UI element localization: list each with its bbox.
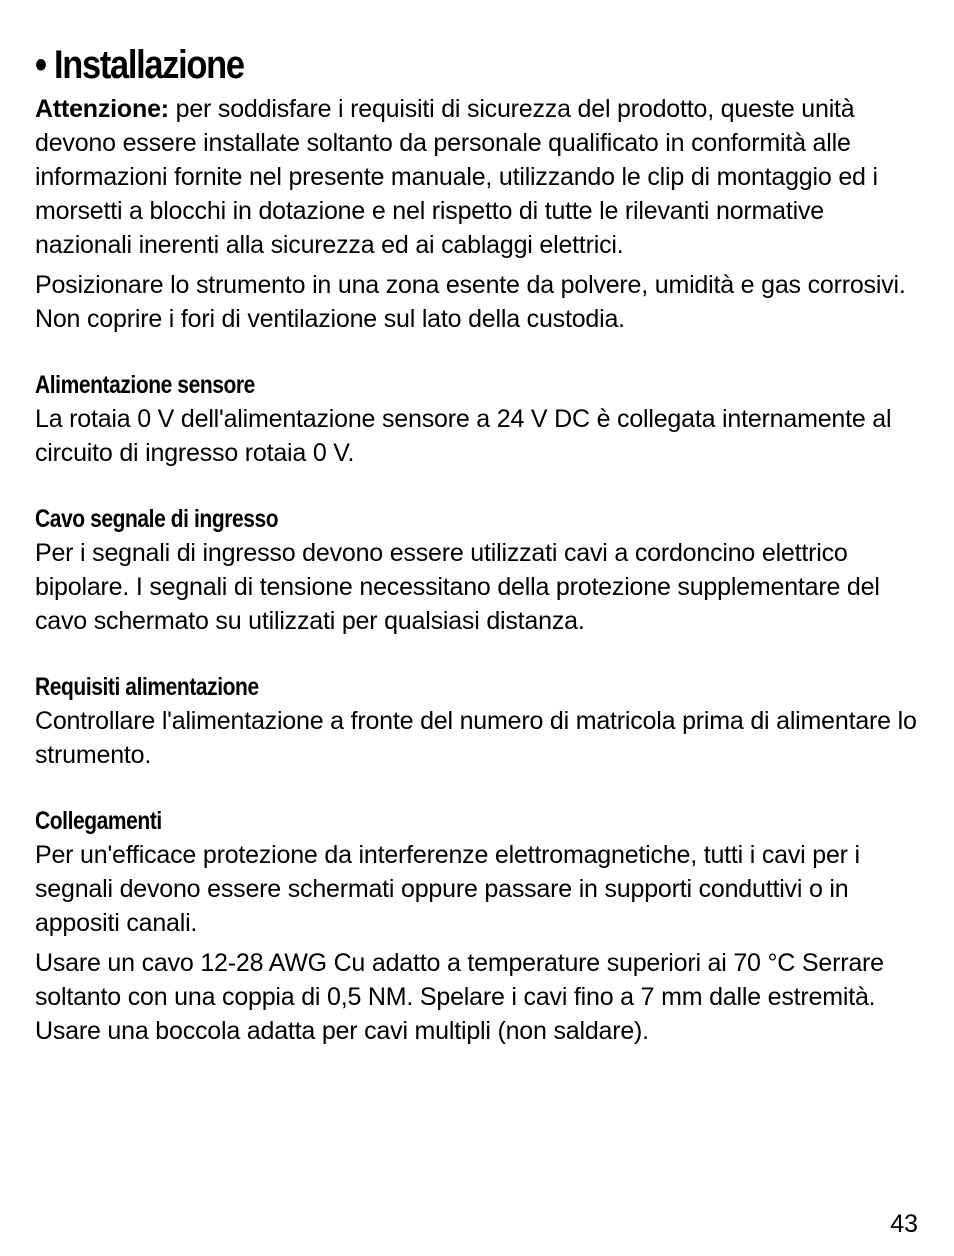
page-title: • Installazione xyxy=(35,43,244,87)
section-heading-connections: Collegamenti xyxy=(35,807,162,835)
warning-lead: Attenzione: xyxy=(35,95,169,123)
placement-paragraph: Posizionare lo strumento in una zona esente da polvere, umidità e gas corrosivi. Non coprire i fori di ventilazione sul lato della custodia. xyxy=(35,271,906,333)
section-heading-power-requirements: Requisiti alimentazione xyxy=(35,673,259,701)
section-heading-input-cable: Cavo segnale di ingresso xyxy=(35,505,279,533)
section-text-connections-2: Usare un cavo 12-28 AWG Cu adatto a temperature superiori ai 70 °C Serrare soltanto con una coppia di 0,5 NM. Spelare i cavi fino a 7 mm dalle estremità. Usare una boccola adatta per cavi multipli (non saldare). xyxy=(35,949,884,1045)
page-number: 43 xyxy=(890,1210,918,1238)
document-page xyxy=(35,38,920,1048)
intro-paragraph xyxy=(35,92,920,262)
section-text-connections-1: Per un'efficace protezione da interferenze elettromagnetiche, tutti i cavi per i segnali devono essere schermati oppure passare in supporti conduttivi o in appositi canali. xyxy=(35,841,860,937)
section-text-sensor-supply: La rotaia 0 V dell'alimentazione sensore a 24 V DC è collegata internamente al circuito di ingresso rotaia 0 V. xyxy=(35,405,892,467)
section-text-input-cable: Per i segnali di ingresso devono essere utilizzati cavi a cordoncino elettrico bipolare. I segnali di tensione necessitano della protezione supplementare del cavo schermato su utilizzati per qualsiasi distanza. xyxy=(35,539,880,635)
section-heading-sensor-supply: Alimentazione sensore xyxy=(35,371,255,399)
warning-text: per soddisfare i requisiti di sicurezza del prodotto, queste unità devono essere installate soltanto da personale qualificato in conformità alle informazioni fornite nel presente manuale, utilizzando le clip di montaggio ed i morsetti a blocchi in dotazione e nel rispetto di tutte le rilevanti normative nazionali inerenti alla sicurezza ed ai cablaggi elettrici. xyxy=(35,95,878,259)
section-text-power-requirements: Controllare l'alimentazione a fronte del numero di matricola prima di alimentare lo strumento. xyxy=(35,707,917,769)
